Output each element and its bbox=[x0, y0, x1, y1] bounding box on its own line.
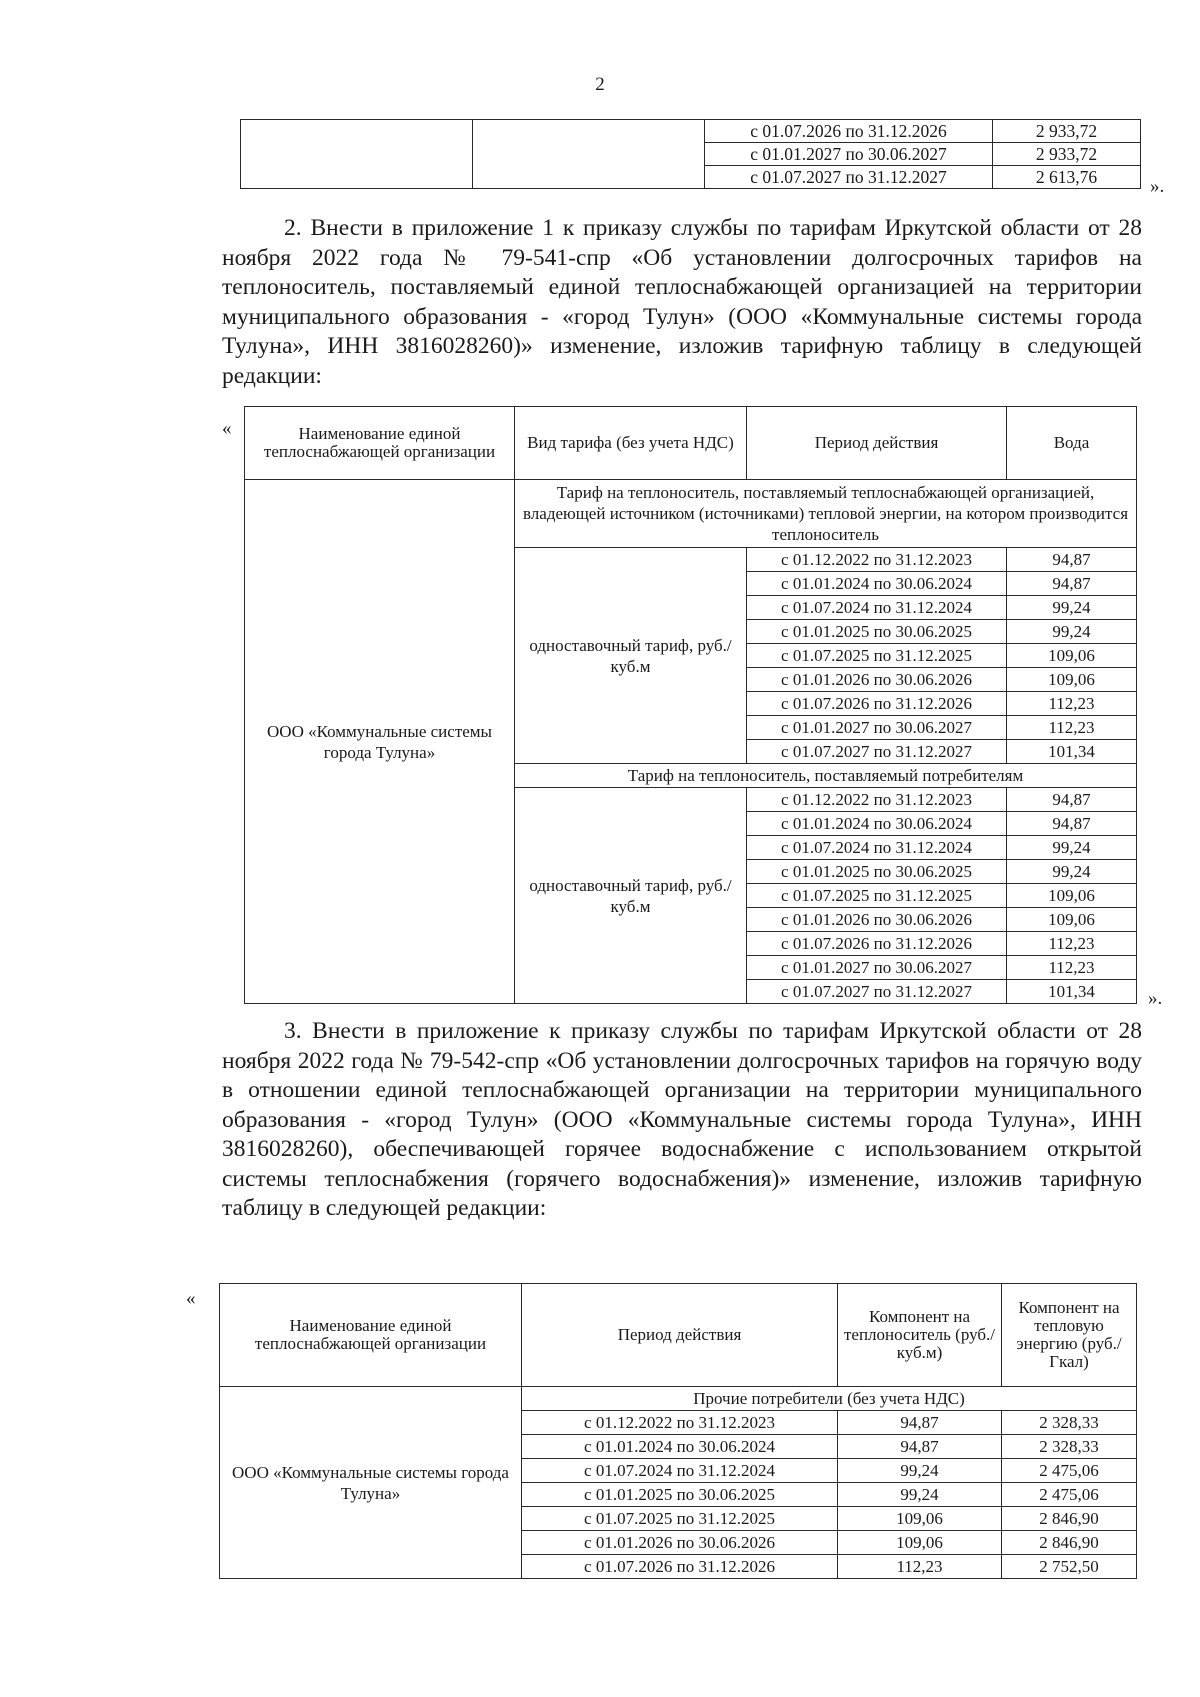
value-cell: 94,87 bbox=[1007, 572, 1137, 596]
value-cell: 109,06 bbox=[1007, 668, 1137, 692]
period-cell: с 01.07.2026 по 31.12.2026 bbox=[747, 692, 1007, 716]
open-quote: « bbox=[186, 1288, 196, 1309]
value-cell: 112,23 bbox=[1007, 716, 1137, 740]
period-cell: с 01.01.2025 по 30.06.2025 bbox=[747, 860, 1007, 884]
value-cell: 101,34 bbox=[1007, 740, 1137, 764]
table-header-row bbox=[220, 1284, 1137, 1387]
value-cell: 99,24 bbox=[1007, 620, 1137, 644]
heat-cell: 2 328,33 bbox=[1002, 1435, 1137, 1459]
period-cell: с 01.01.2027 по 30.06.2027 bbox=[747, 716, 1007, 740]
value-cell: 94,87 bbox=[1007, 548, 1137, 572]
period-cell: с 01.12.2022 по 31.12.2023 bbox=[522, 1411, 838, 1435]
period-cell: с 01.07.2024 по 31.12.2024 bbox=[747, 836, 1007, 860]
period-cell: с 01.01.2027 по 30.06.2027 bbox=[747, 956, 1007, 980]
period-cell: с 01.07.2025 по 31.12.2025 bbox=[747, 884, 1007, 908]
period-cell: с 01.07.2027 по 31.12.2027 bbox=[747, 980, 1007, 1004]
value-cell: 2 613,76 bbox=[993, 166, 1141, 189]
period-cell: с 01.01.2025 по 30.06.2025 bbox=[747, 620, 1007, 644]
period-cell: с 01.12.2022 по 31.12.2023 bbox=[747, 548, 1007, 572]
period-cell: с 01.07.2025 по 31.12.2025 bbox=[522, 1507, 838, 1531]
empty-cell bbox=[473, 120, 705, 189]
header-heat: Компонент на тепловую энергию (руб./Гкал) bbox=[1002, 1284, 1137, 1387]
period-cell: с 01.07.2027 по 31.12.2027 bbox=[705, 166, 993, 189]
period-cell: с 01.01.2024 по 30.06.2024 bbox=[747, 812, 1007, 836]
heat-cell: 2 846,90 bbox=[1002, 1507, 1137, 1531]
period-cell: с 01.01.2024 по 30.06.2024 bbox=[522, 1435, 838, 1459]
period-cell: с 01.01.2024 по 30.06.2024 bbox=[747, 572, 1007, 596]
table-row bbox=[241, 120, 1141, 143]
open-quote: « bbox=[222, 418, 232, 439]
header-period: Период действия bbox=[522, 1284, 838, 1387]
heat-cell: 2 475,06 bbox=[1002, 1483, 1137, 1507]
value-cell: 112,23 bbox=[1007, 956, 1137, 980]
section-title: Прочие потребители (без учета НДС) bbox=[522, 1387, 1137, 1411]
section-title: Тариф на теплоноситель, поставляемый теплоснабжающей организацией, владеющей источником (источниками) тепловой энергии, на котором производится теплоноситель bbox=[515, 480, 1137, 548]
header-org: Наименование единой теплоснабжающей организации bbox=[220, 1284, 522, 1387]
value-cell: 2 933,72 bbox=[993, 120, 1141, 143]
period-cell: с 01.07.2026 по 31.12.2026 bbox=[522, 1555, 838, 1579]
period-cell: с 01.07.2027 по 31.12.2027 bbox=[747, 740, 1007, 764]
header-water: Вода bbox=[1007, 407, 1137, 480]
page-number: 2 bbox=[595, 74, 605, 95]
heat-cell: 2 475,06 bbox=[1002, 1459, 1137, 1483]
heat-cell: 2 846,90 bbox=[1002, 1531, 1137, 1555]
heat-cell: 2 752,50 bbox=[1002, 1555, 1137, 1579]
coolant-cell: 94,87 bbox=[838, 1411, 1002, 1435]
paragraph-3: 3. Внести в приложение к приказу службы по тарифам Иркутской области от 28 ноября 2022 года № 79-542-спр «Об установлении долгосрочных тарифов на горячую воду в отношении единой теплоснабжающей организации на территории муниципального образования - «город Тулун» (ООО «Коммунальные системы города Тулуна», ИНН 3816028260), обеспечивающей горячее водоснабжение с использованием открытой системы теплоснабжения (горячего водоснабжения)» изменение, изложив тарифную таблицу в следующей редакции: bbox=[222, 1018, 1142, 1221]
period-cell: с 01.01.2025 по 30.06.2025 bbox=[522, 1483, 838, 1507]
hot-water-tariff-table bbox=[219, 1283, 1137, 1579]
table-header-row bbox=[245, 407, 1137, 480]
org-name-cell: ООО «Коммунальные системы города Тулуна» bbox=[245, 480, 515, 1004]
value-cell: 2 933,72 bbox=[993, 143, 1141, 166]
period-cell: с 01.01.2026 по 30.06.2026 bbox=[747, 908, 1007, 932]
period-cell: с 01.01.2027 по 30.06.2027 bbox=[705, 143, 993, 166]
coolant-cell: 99,24 bbox=[838, 1483, 1002, 1507]
header-coolant: Компонент на теплоноситель (руб./куб.м) bbox=[838, 1284, 1002, 1387]
value-cell: 99,24 bbox=[1007, 836, 1137, 860]
org-name-cell: ООО «Коммунальные системы города Тулуна» bbox=[220, 1387, 522, 1579]
value-cell: 99,24 bbox=[1007, 860, 1137, 884]
coolant-cell: 99,24 bbox=[838, 1459, 1002, 1483]
coolant-cell: 112,23 bbox=[838, 1555, 1002, 1579]
value-cell: 99,24 bbox=[1007, 596, 1137, 620]
value-cell: 112,23 bbox=[1007, 932, 1137, 956]
header-tariff-type: Вид тарифа (без учета НДС) bbox=[515, 407, 747, 480]
period-cell: с 01.07.2025 по 31.12.2025 bbox=[747, 644, 1007, 668]
tariff-type-cell: одноставочный тариф, руб./куб.м bbox=[515, 548, 747, 764]
header-period: Период действия bbox=[747, 407, 1007, 480]
coolant-cell: 94,87 bbox=[838, 1435, 1002, 1459]
value-cell: 109,06 bbox=[1007, 644, 1137, 668]
value-cell: 101,34 bbox=[1007, 980, 1137, 1004]
continuation-table bbox=[240, 119, 1141, 189]
period-cell: с 01.07.2024 по 31.12.2024 bbox=[522, 1459, 838, 1483]
header-org: Наименование единой теплоснабжающей организации bbox=[245, 407, 515, 480]
period-cell: с 01.01.2026 по 30.06.2026 bbox=[747, 668, 1007, 692]
period-cell: с 01.07.2026 по 31.12.2026 bbox=[705, 120, 993, 143]
value-cell: 94,87 bbox=[1007, 788, 1137, 812]
paragraph-2: 2. Внести в приложение 1 к приказу службы по тарифам Иркутской области от 28 ноября 2022 года № 79-541-спр «Об установлении долгосрочных тарифов на теплоноситель, поставляемый единой теплоснабжающей организацией на территории муниципального образования - «город Тулун» (ООО «Коммунальные системы города Тулуна», ИНН 3816028260)» изменение, изложив тарифную таблицу в следующей редакции: bbox=[222, 215, 1142, 389]
period-cell: с 01.01.2026 по 30.06.2026 bbox=[522, 1531, 838, 1555]
section-row bbox=[220, 1387, 1137, 1411]
empty-cell bbox=[241, 120, 473, 189]
value-cell: 94,87 bbox=[1007, 812, 1137, 836]
coolant-cell: 109,06 bbox=[838, 1531, 1002, 1555]
value-cell: 109,06 bbox=[1007, 908, 1137, 932]
tariff-type-cell: одноставочный тариф, руб./куб.м bbox=[515, 788, 747, 1004]
close-quote: ». bbox=[1150, 176, 1165, 197]
period-cell: с 01.07.2026 по 31.12.2026 bbox=[747, 932, 1007, 956]
period-cell: с 01.12.2022 по 31.12.2023 bbox=[747, 788, 1007, 812]
value-cell: 112,23 bbox=[1007, 692, 1137, 716]
close-quote: ». bbox=[1148, 988, 1163, 1009]
coolant-tariff-table bbox=[244, 406, 1137, 1004]
heat-cell: 2 328,33 bbox=[1002, 1411, 1137, 1435]
value-cell: 109,06 bbox=[1007, 884, 1137, 908]
period-cell: с 01.07.2024 по 31.12.2024 bbox=[747, 596, 1007, 620]
coolant-cell: 109,06 bbox=[838, 1507, 1002, 1531]
section-title: Тариф на теплоноситель, поставляемый потребителям bbox=[515, 764, 1137, 788]
section-row bbox=[245, 480, 1137, 548]
